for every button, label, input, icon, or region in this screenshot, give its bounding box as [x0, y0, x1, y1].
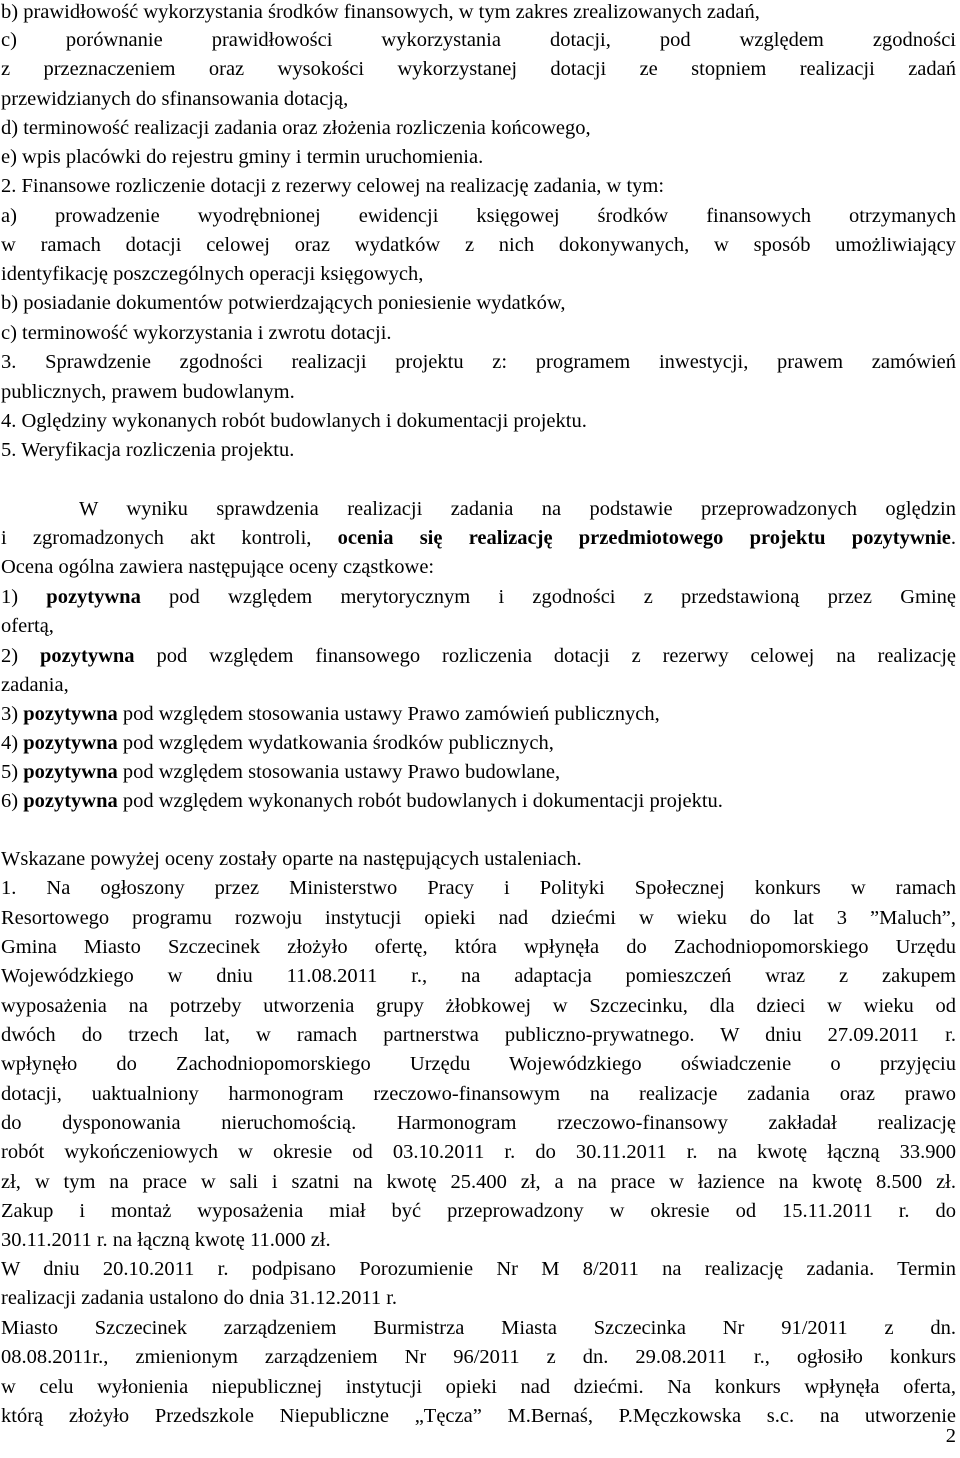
text-line	[1, 673, 956, 697]
line-text: W dniu 20.10.2011 r. podpisano Porozumienie Nr M 8/2011 na realizację zadania. Termin	[1, 1258, 956, 1280]
line-text: 6)	[1, 790, 24, 812]
line-text: identyfikację poszczególnych operacji księgowych,	[1, 263, 424, 285]
line-text: 4. Oględziny wykonanych robót budowlanych i dokumentacji projektu.	[1, 410, 587, 432]
text-line	[1, 935, 956, 959]
text-line	[1, 789, 956, 813]
line-text: zadania,	[1, 674, 69, 696]
text-line	[1, 1345, 956, 1369]
line-text: e) wpis placówki do rejestru gminy i termin uruchomienia.	[1, 146, 484, 168]
line-text: Wojewódzkiego w dniu 11.08.2011 r., na adaptacja pomieszczeń wraz z zakupem	[1, 965, 956, 987]
line-text-tail: pod względem wykonanych robót budowlanych i dokumentacji projektu.	[117, 790, 723, 812]
text-line	[1, 1404, 956, 1428]
text-line	[1, 526, 956, 550]
line-text: ofertą,	[1, 615, 54, 637]
text-line	[1, 906, 956, 930]
text-line	[1, 116, 956, 140]
text-line	[1, 262, 956, 286]
line-text: Ocena ogólna zawiera następujące oceny cząstkowe:	[1, 556, 435, 578]
text-line	[1, 57, 956, 81]
text-line	[1, 1052, 956, 1076]
line-text: którą złożyło Przedszkole Niepubliczne „Tęcza” M.Bernaś, P.Męczkowska s.c. na utworzenie	[1, 1405, 956, 1427]
text-line	[1, 1023, 956, 1047]
line-text: b) prawidłowość wykorzystania środków finansowych, w tym zakres zrealizowanych zadań,	[1, 1, 760, 23]
text-line	[1, 760, 956, 784]
line-text-tail: pod względem stosowania ustawy Prawo budowlane,	[117, 761, 561, 783]
line-text-tail: pod względem finansowego rozliczenia dotacji z rezerwy celowej na realizację	[134, 645, 957, 667]
text-line	[1, 291, 956, 315]
text-line	[1, 644, 956, 668]
line-text: przewidzianych do sfinansowania dotacją,	[1, 88, 349, 110]
text-line	[1, 876, 956, 900]
text-line	[1, 145, 956, 169]
line-text: 3. Sprawdzenie zgodności realizacji projektu z: programem inwestycji, prawem zamówień	[1, 351, 956, 373]
line-text: b) posiadanie dokumentów potwierdzających poniesienie wydatków,	[1, 292, 566, 314]
line-text: Wskazane powyżej oceny zostały oparte na następujących ustaleniach.	[1, 848, 582, 870]
text-line	[1, 204, 956, 228]
text-line	[1, 350, 956, 374]
line-text: w celu wyłonienia niepublicznej instytucji opieki nad dziećmi. Na konkurs wpłynęła oferta,	[1, 1376, 956, 1398]
line-text: 1)	[1, 586, 47, 608]
text-line	[1, 1111, 956, 1135]
line-text: 08.08.2011r., zmienionym zarządzeniem Nr 96/2011 z dn. 29.08.2011 r., ogłosiło konkurs	[1, 1346, 956, 1368]
line-text: W wyniku sprawdzenia realizacji zadania na podstawie przeprowadzonych oględzin	[79, 498, 956, 520]
line-text: a) prowadzenie wyodrębnionej ewidencji księgowej środków finansowych otrzymanych	[1, 205, 956, 227]
bold-emphasis: pozytywna	[40, 645, 135, 667]
text-line	[1, 409, 956, 433]
text-line	[1, 1170, 956, 1194]
line-text: publicznych, prawem budowlanym.	[1, 381, 295, 403]
text-line	[1, 87, 956, 111]
line-text: c) porównanie prawidłowości wykorzystania dotacji, pod względem zgodności	[1, 29, 956, 51]
bold-emphasis: ocenia się realizację przedmiotowego projektu pozytywnie	[337, 527, 951, 549]
line-text: wyposażenia na potrzeby utworzenia grupy żłobkowej w Szczecinku, dla dzieci w wieku od	[1, 995, 956, 1017]
line-text: realizacji zadania ustalono do dnia 31.12.2011 r.	[1, 1287, 398, 1309]
line-text: d) terminowość realizacji zadania oraz złożenia rozliczenia końcowego,	[1, 117, 591, 139]
line-text: Gmina Miasto Szczecinek złożyło ofertę, która wpłynęła do Zachodniopomorskiego Urzędu	[1, 936, 956, 958]
text-line	[1, 1257, 956, 1281]
text-line	[1, 233, 956, 257]
line-text: w ramach dotacji celowej oraz wydatków z nich dokonywanych, w sposób umożliwiający	[1, 234, 956, 256]
line-text: z przeznaczeniem oraz wysokości wykorzystanej dotacji ze stopniem realizacji zadań	[1, 58, 956, 80]
text-line	[1, 964, 956, 988]
line-text: 1. Na ogłoszony przez Ministerstwo Pracy i Polityki Społecznej konkurs w ramach	[1, 877, 956, 899]
line-text: 30.11.2011 r. na łączną kwotę 11.000 zł.	[1, 1229, 331, 1251]
text-line	[1, 731, 956, 755]
bold-emphasis: pozytywna	[46, 586, 141, 608]
text-line	[1, 438, 956, 462]
line-text: zł, w tym na prace w sali i szatni na kwotę 25.400 zł, a na prace w łazience na kwotę 8.500 zł.	[1, 1171, 956, 1193]
line-text: c) terminowość wykorzystania i zwrotu dotacji.	[1, 322, 392, 344]
text-line	[1, 28, 956, 52]
text-line	[1, 847, 956, 871]
text-line	[1, 614, 956, 638]
line-text: 2. Finansowe rozliczenie dotacji z rezerwy celowej na realizację zadania, w tym:	[1, 175, 665, 197]
text-line	[1, 1082, 956, 1106]
line-text: i zgromadzonych akt kontroli,	[1, 527, 338, 549]
text-line	[1, 1375, 956, 1399]
text-line	[1, 994, 956, 1018]
text-line	[1, 380, 956, 404]
line-text-tail: pod względem merytorycznym i zgodności z przedstawioną przez Gminę	[140, 586, 956, 608]
text-line	[79, 497, 956, 521]
text-line	[1, 555, 956, 579]
line-text: Resortowego programu rozwoju instytucji opieki nad dziećmi w wieku do lat 3 ”Maluch”,	[1, 907, 956, 929]
line-text: 2)	[1, 645, 41, 667]
text-line	[1, 1286, 956, 1310]
text-line	[1, 702, 956, 726]
line-text: Miasto Szczecinek zarządzeniem Burmistrza Miasta Szczecinka Nr 91/2011 z dn.	[1, 1317, 956, 1339]
text-line	[1, 1316, 956, 1340]
text-line	[1, 1199, 956, 1223]
line-text: do dysponowania nieruchomością. Harmonogram rzeczowo-finansowy zakładał realizację	[1, 1112, 956, 1134]
line-text-tail: pod względem wydatkowania środków publicznych,	[117, 732, 554, 754]
bold-emphasis: pozytywna	[23, 790, 118, 812]
line-text: 5)	[1, 761, 24, 783]
line-text: Zakup i montaż wyposażenia miał być przeprowadzony w okresie od 15.11.2011 r. do	[1, 1200, 956, 1222]
text-line	[1, 174, 956, 198]
line-text: wpłynęło do Zachodniopomorskiego Urzędu Wojewódzkiego oświadczenie o przyjęciu	[1, 1053, 956, 1075]
line-text: 3)	[1, 703, 24, 725]
text-line	[1, 585, 956, 609]
bold-emphasis: pozytywna	[23, 703, 118, 725]
text-line	[1, 1140, 956, 1164]
line-text: dwóch do trzech lat, w ramach partnerstwa publiczno-prywatnego. W dniu 27.09.2011 r.	[1, 1024, 956, 1046]
line-text-tail: .	[950, 527, 956, 549]
line-text: 5. Weryfikacja rozliczenia projektu.	[1, 439, 295, 461]
text-line	[1, 1228, 956, 1252]
page-number: 2	[945, 1425, 956, 1447]
text-line	[1, 0, 956, 24]
bold-emphasis: pozytywna	[23, 732, 118, 754]
text-line	[1, 321, 956, 345]
line-text: 4)	[1, 732, 24, 754]
bold-emphasis: pozytywna	[23, 761, 118, 783]
line-text-tail: pod względem stosowania ustawy Prawo zamówień publicznych,	[117, 703, 660, 725]
line-text: robót wykończeniowych w okresie od 03.10.2011 r. do 30.11.2011 r. na kwotę łączną 33.900	[1, 1141, 956, 1163]
line-text: dotacji, uaktualniony harmonogram rzeczowo-finansowym na realizacje zadania oraz prawo	[1, 1083, 956, 1105]
